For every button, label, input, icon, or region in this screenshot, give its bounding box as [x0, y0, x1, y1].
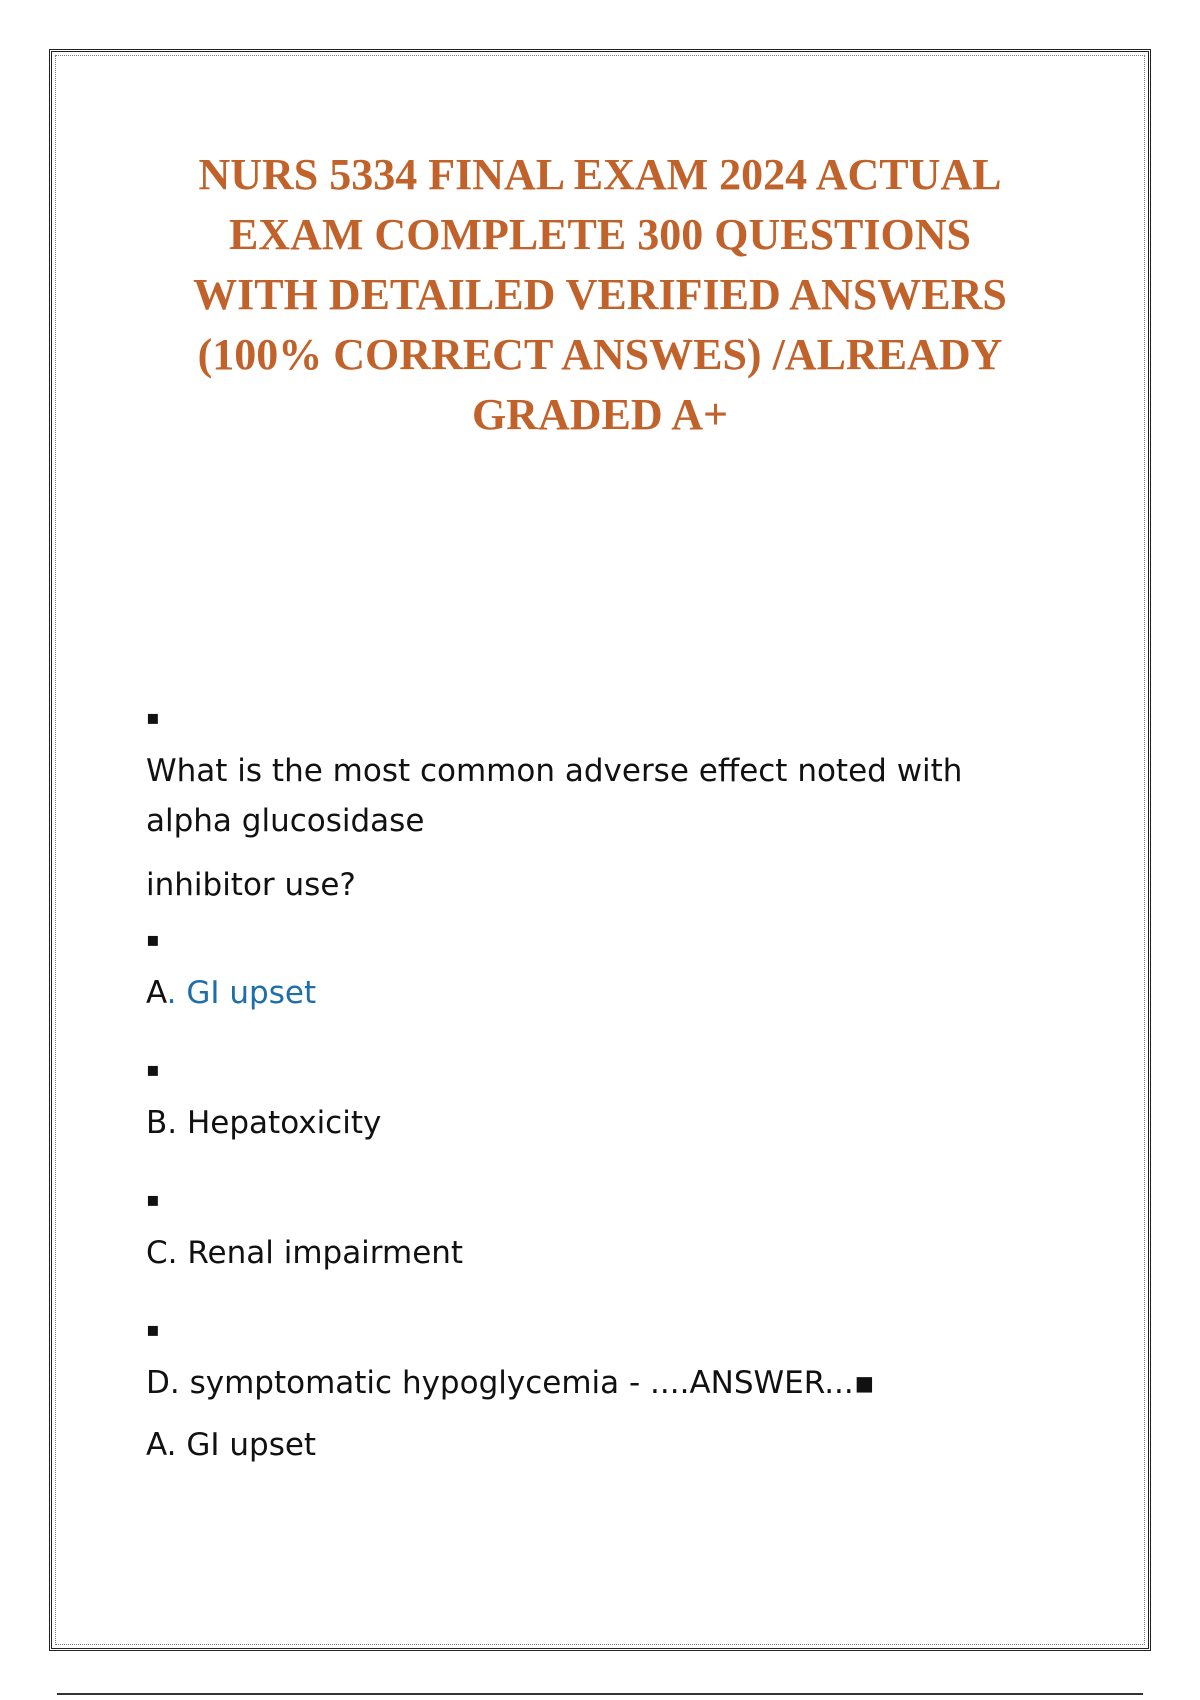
question-block: [146, 688, 1066, 1482]
question-line-2: alpha glucosidase: [146, 803, 425, 839]
bullet-marker: ▪: [146, 927, 160, 951]
title-line-3: WITH DETAILED VERIFIED ANSWERS: [193, 270, 1007, 319]
question-text: [146, 746, 1066, 910]
document-title: [130, 145, 1070, 445]
title-line-1: NURS 5334 FINAL EXAM 2024 ACTUAL: [198, 150, 1002, 199]
bullet-marker: ▪: [146, 1187, 160, 1211]
option-text: GI upset: [176, 975, 317, 1011]
title-line-4: (100% CORRECT ANSWES) /ALREADY: [197, 330, 1003, 379]
option-text: symptomatic hypoglycemia - ....ANSWER...▪: [179, 1365, 875, 1401]
option-letter: D: [146, 1365, 170, 1401]
bullet-marker: ▪: [146, 1317, 160, 1341]
option-text: Hepatoxicity: [177, 1105, 382, 1141]
option-letter: B: [146, 1105, 168, 1141]
option-b: [146, 1098, 1066, 1170]
option-text: Renal impairment: [177, 1235, 464, 1271]
option-letter: C: [146, 1235, 168, 1271]
title-line-5: GRADED A+: [471, 390, 729, 439]
option-c: [146, 1228, 1066, 1300]
option-letter: A: [146, 975, 167, 1011]
correct-answer: A. GI upset: [146, 1427, 317, 1463]
option-separator: .: [167, 1235, 178, 1271]
option-separator: .: [166, 975, 177, 1011]
title-line-2: EXAM COMPLETE 300 QUESTIONS: [229, 210, 971, 259]
question-line-3: inhibitor use?: [146, 867, 356, 903]
footer-divider: [57, 1693, 1143, 1695]
bullet-marker: ▪: [146, 705, 160, 729]
bullet-marker: ▪: [146, 1057, 160, 1081]
option-d: [146, 1358, 1066, 1420]
option-a: [146, 968, 1066, 1040]
option-separator: .: [167, 1105, 178, 1141]
option-separator: .: [169, 1365, 180, 1401]
question-line-1: What is the most common adverse effect noted with: [146, 753, 963, 789]
